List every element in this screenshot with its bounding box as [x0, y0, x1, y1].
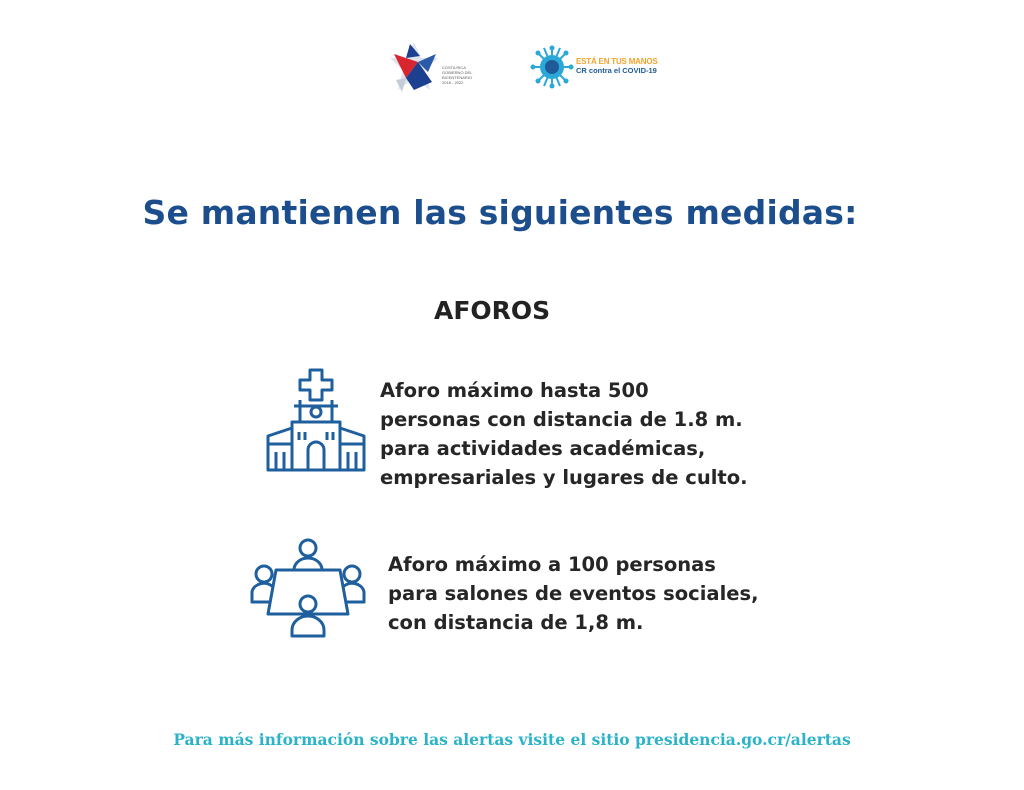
- church-icon: [264, 366, 368, 472]
- campaign-logo: [530, 45, 658, 89]
- header-logos: [388, 40, 658, 94]
- page-title: Se mantienen las siguientes medidas:: [142, 193, 858, 232]
- section-title: AFOROS: [434, 296, 551, 325]
- footer-info-text: Para más información sobre las alertas visite el sitio presidencia.go.cr/alertas: [173, 730, 851, 749]
- measure-line: para actividades académicas,: [380, 437, 706, 460]
- costa-rica-logo-line2: GOBIERNO DEL BICENTENARIO: [442, 70, 473, 80]
- measure-line: personas con distancia de 1.8 m.: [380, 408, 743, 431]
- meeting-table-people-icon: [246, 536, 370, 640]
- measure-line: para salones de eventos sociales,: [388, 582, 759, 605]
- campaign-logo-line1: ESTÁ EN TUS MANOS: [576, 57, 658, 66]
- measure-description: [380, 376, 748, 492]
- costa-rica-logo-text: [442, 65, 490, 85]
- measure-line: Aforo máximo hasta 500: [380, 379, 649, 402]
- measure-line: con distancia de 1,8 m.: [388, 611, 644, 634]
- costa-rica-star-icon: [388, 40, 440, 94]
- virus-icon: [530, 45, 574, 89]
- costa-rica-logo-line1: COSTA RICA: [442, 65, 466, 70]
- measure-line: Aforo máximo a 100 personas: [388, 553, 716, 576]
- measure-item: [246, 536, 806, 646]
- measure-description: [388, 550, 759, 637]
- costa-rica-government-logo: [388, 40, 490, 94]
- measure-item: [264, 366, 824, 490]
- measure-line: empresariales y lugares de culto.: [380, 466, 748, 489]
- campaign-logo-text: [576, 57, 658, 75]
- costa-rica-logo-line3: 2018 - 2022: [442, 80, 464, 85]
- campaign-logo-line2: CR contra el COVID-19: [576, 66, 657, 75]
